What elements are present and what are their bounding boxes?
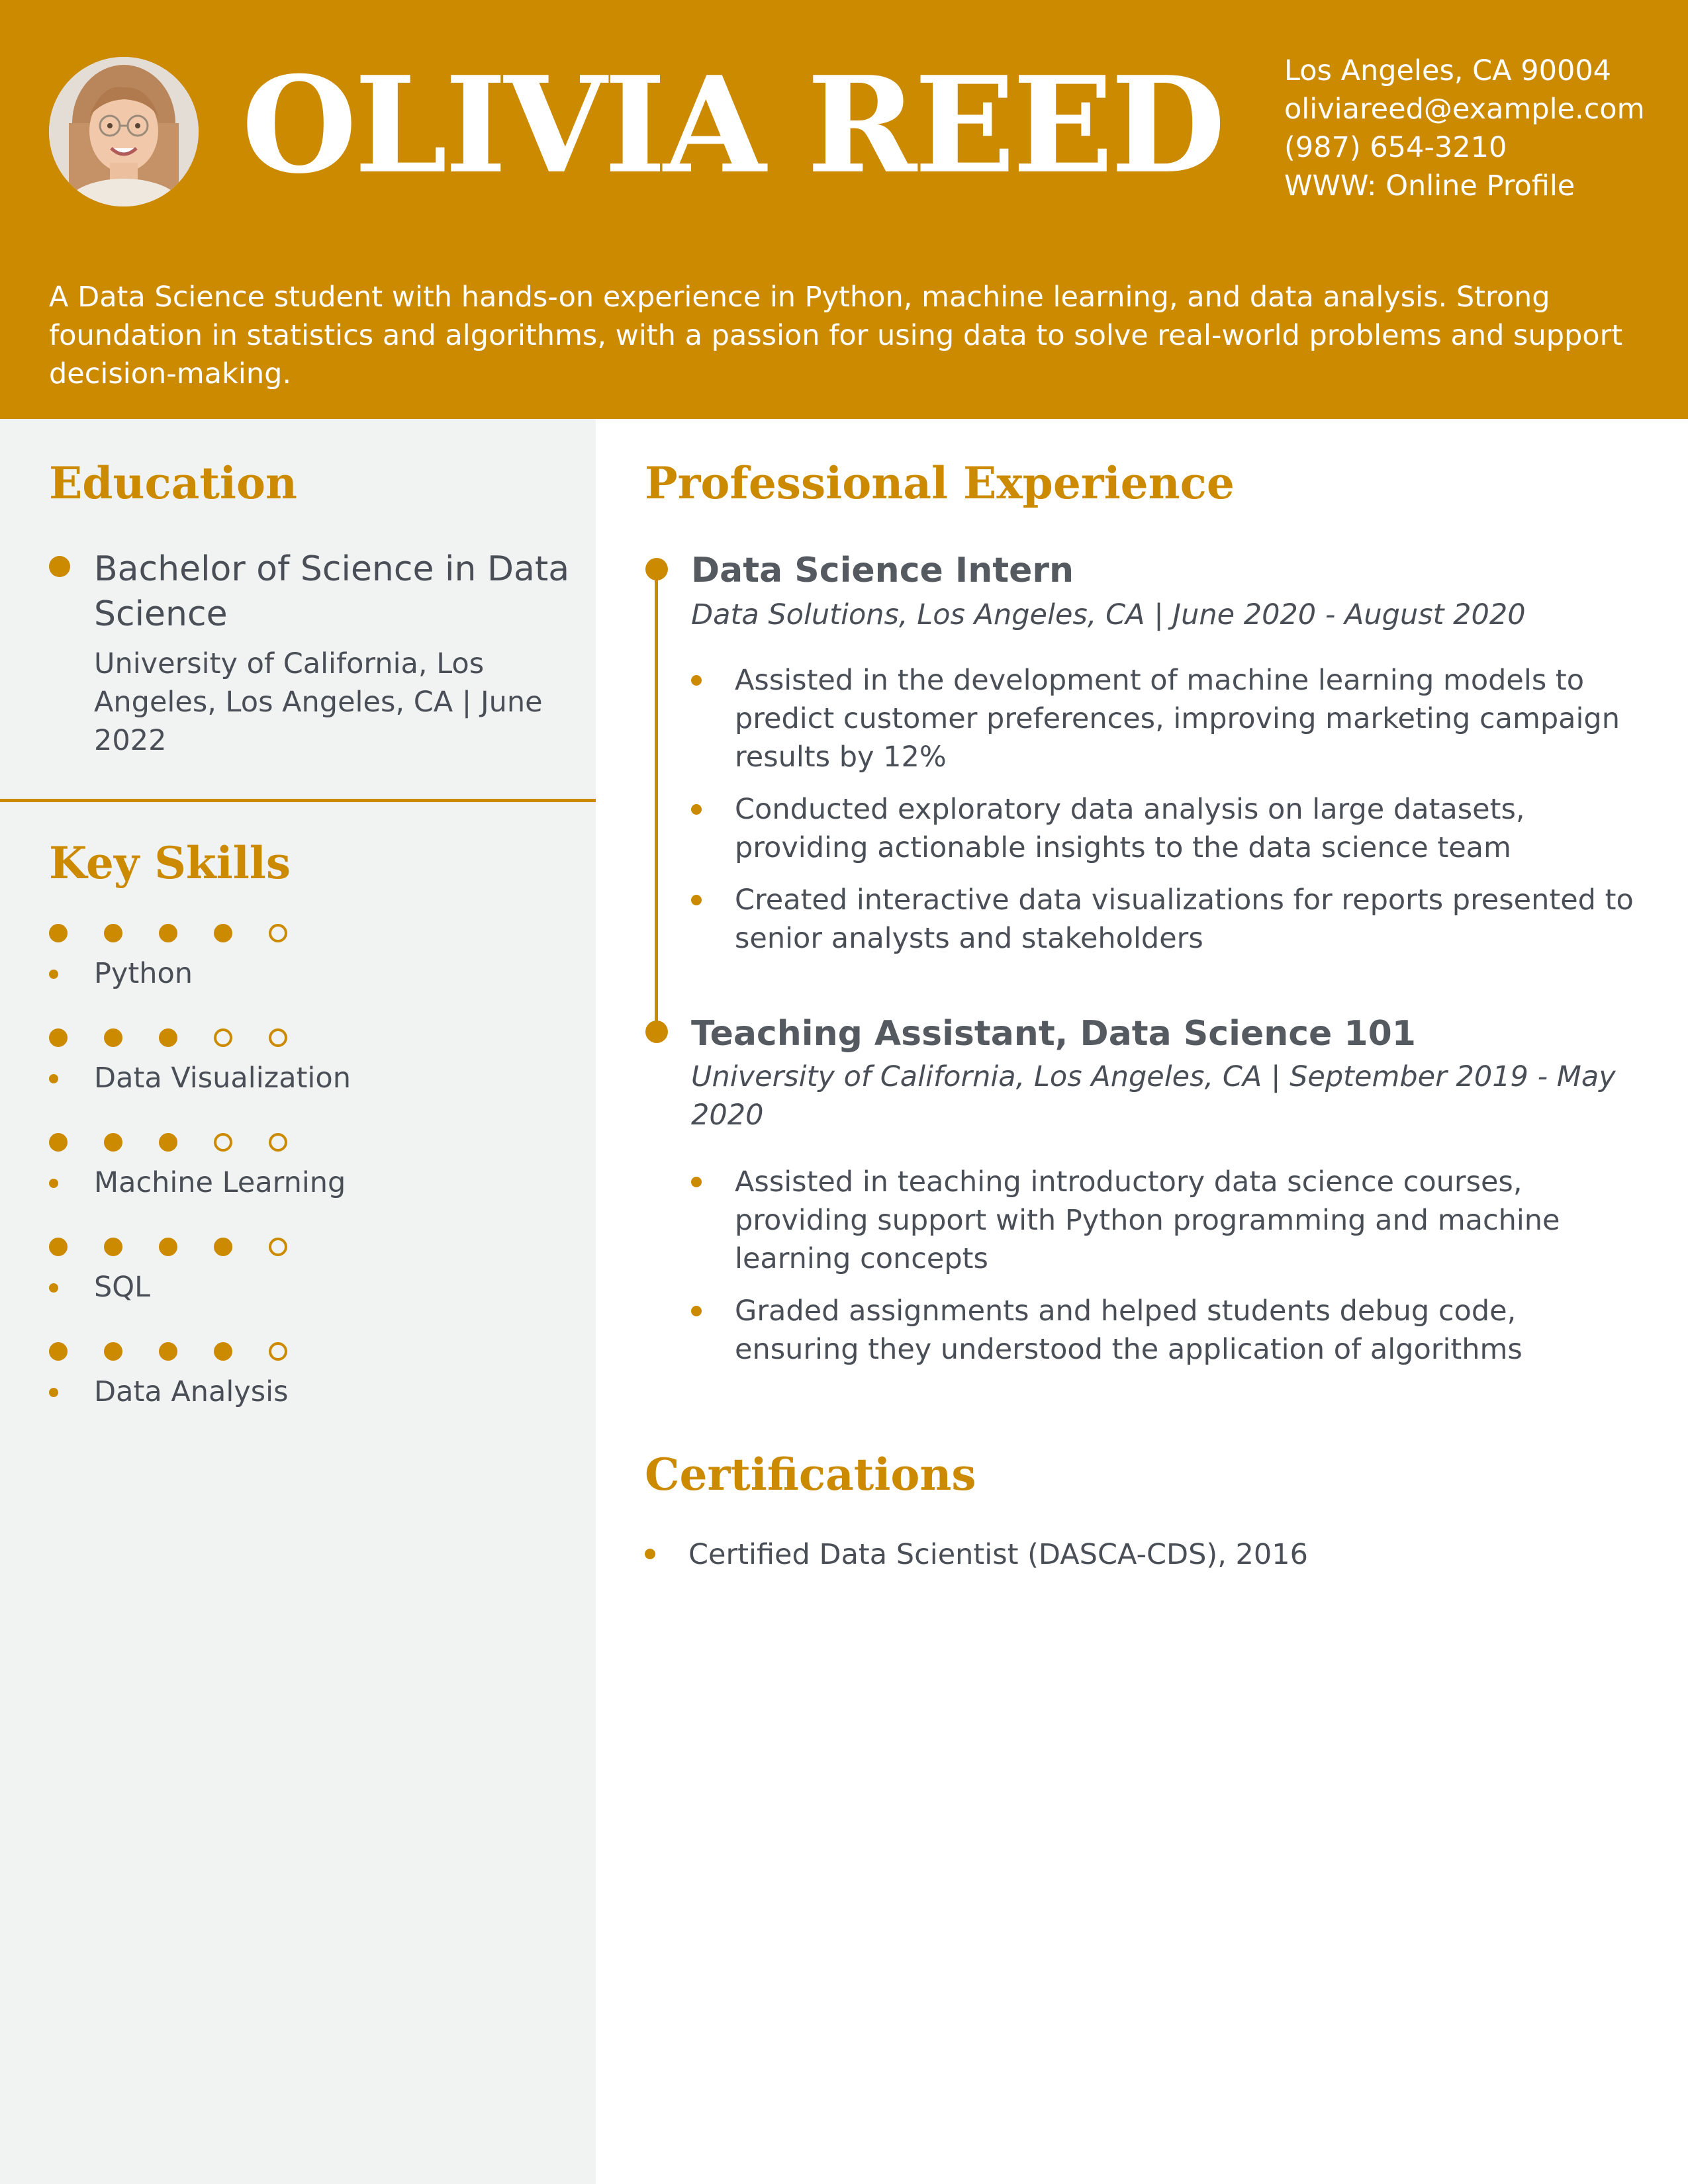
rating-dot-filled — [159, 1342, 177, 1361]
rating-dot-empty — [214, 1133, 232, 1152]
rating-dot-filled — [49, 924, 68, 942]
job-meta: University of California, Los Angeles, CA | September 2019 - May 2020 — [691, 1060, 1616, 1132]
skill-bullet — [49, 1388, 58, 1397]
rating-dot-filled — [104, 1342, 122, 1361]
contact-info — [1284, 52, 1675, 205]
rating-dot-filled — [49, 1133, 68, 1152]
avatar — [49, 57, 199, 206]
rating-dot-filled — [214, 1342, 232, 1361]
job-title: Data Science Intern — [691, 551, 1074, 590]
rating-dot-filled — [159, 1028, 177, 1047]
skill-bullet — [49, 1074, 58, 1083]
rating-dot-filled — [104, 1028, 122, 1047]
bullet-dot — [691, 1177, 702, 1187]
rating-dot-filled — [49, 1342, 68, 1361]
education-degree: Bachelor of Science in Data Science — [94, 549, 570, 634]
education-heading: Education — [49, 457, 297, 509]
contact-email[interactable]: oliviareed@example.com — [1284, 93, 1645, 126]
contact-phone[interactable]: (987) 654-3210 — [1284, 131, 1507, 164]
bullet-dot — [691, 675, 702, 686]
job-bullet: Assisted in teaching introductory data science courses, providing support with Python programming and machine learning concepts — [735, 1165, 1560, 1275]
rating-dot-empty — [214, 1028, 232, 1047]
timeline-marker — [645, 1021, 668, 1043]
bullet-dot — [691, 804, 702, 815]
bullet-dot — [691, 1306, 702, 1316]
rating-dot-filled — [159, 1238, 177, 1256]
skill-bullet — [49, 1179, 58, 1188]
education-bullet — [49, 556, 70, 577]
rating-dot-empty — [269, 1133, 287, 1152]
job-bullet: Graded assignments and helped students debug code, ensuring they understood the application of algorithms — [735, 1295, 1523, 1366]
rating-dot-filled — [104, 924, 122, 942]
rating-dot-filled — [214, 924, 232, 942]
timeline-line — [655, 569, 658, 1032]
skill-name: Python — [94, 957, 193, 990]
rating-dot-filled — [49, 1238, 68, 1256]
timeline-marker — [645, 558, 668, 580]
job-bullet: Created interactive data visualizations for reports presented to senior analysts and stakeholders — [735, 884, 1634, 955]
skill-bullet — [49, 970, 58, 979]
job-bullet: Assisted in the development of machine learning models to predict customer preferences, improving marketing campaign results by 12% — [735, 664, 1620, 774]
skill-name: SQL — [94, 1271, 151, 1304]
rating-dot-empty — [269, 924, 287, 942]
bullet-dot — [691, 895, 702, 905]
job-bullet: Conducted exploratory data analysis on large datasets, providing actionable insights to the data science team — [735, 793, 1525, 864]
candidate-name: OLIVIA REED — [242, 48, 1223, 203]
skill-name: Machine Learning — [94, 1166, 346, 1199]
contact-website[interactable]: WWW: Online Profile — [1284, 169, 1575, 203]
certification-item: Certified Data Scientist (DASCA-CDS), 2016 — [688, 1538, 1308, 1571]
job-meta: Data Solutions, Los Angeles, CA | June 2020 - August 2020 — [691, 598, 1526, 631]
header-banner — [0, 0, 1688, 419]
rating-dot-filled — [159, 1133, 177, 1152]
key-skills-heading: Key Skills — [49, 837, 291, 889]
bullet-dot — [645, 1549, 655, 1559]
job-title: Teaching Assistant, Data Science 101 — [691, 1014, 1416, 1054]
skill-bullet — [49, 1283, 58, 1293]
profile-summary: A Data Science student with hands-on experience in Python, machine learning, and data analysis. Strong foundation in statistics and algorithms, with a passion for using data to solve real-world problems and support decision-making. — [49, 281, 1623, 390]
skill-name: Data Analysis — [94, 1375, 289, 1408]
rating-dot-filled — [49, 1028, 68, 1047]
skill-name: Data Visualization — [94, 1062, 351, 1095]
rating-dot-empty — [269, 1028, 287, 1047]
certifications-heading: Certifications — [645, 1449, 976, 1500]
rating-dot-filled — [214, 1238, 232, 1256]
experience-heading: Professional Experience — [645, 457, 1235, 509]
sidebar-divider — [0, 799, 596, 802]
contact-location: Los Angeles, CA 90004 — [1284, 54, 1612, 87]
rating-dot-filled — [104, 1133, 122, 1152]
rating-dot-filled — [159, 924, 177, 942]
education-details: University of California, Los Angeles, Los Angeles, CA | June 2022 — [94, 647, 543, 757]
rating-dot-empty — [269, 1238, 287, 1256]
rating-dot-filled — [104, 1238, 122, 1256]
rating-dot-empty — [269, 1342, 287, 1361]
profile-photo — [49, 57, 199, 206]
